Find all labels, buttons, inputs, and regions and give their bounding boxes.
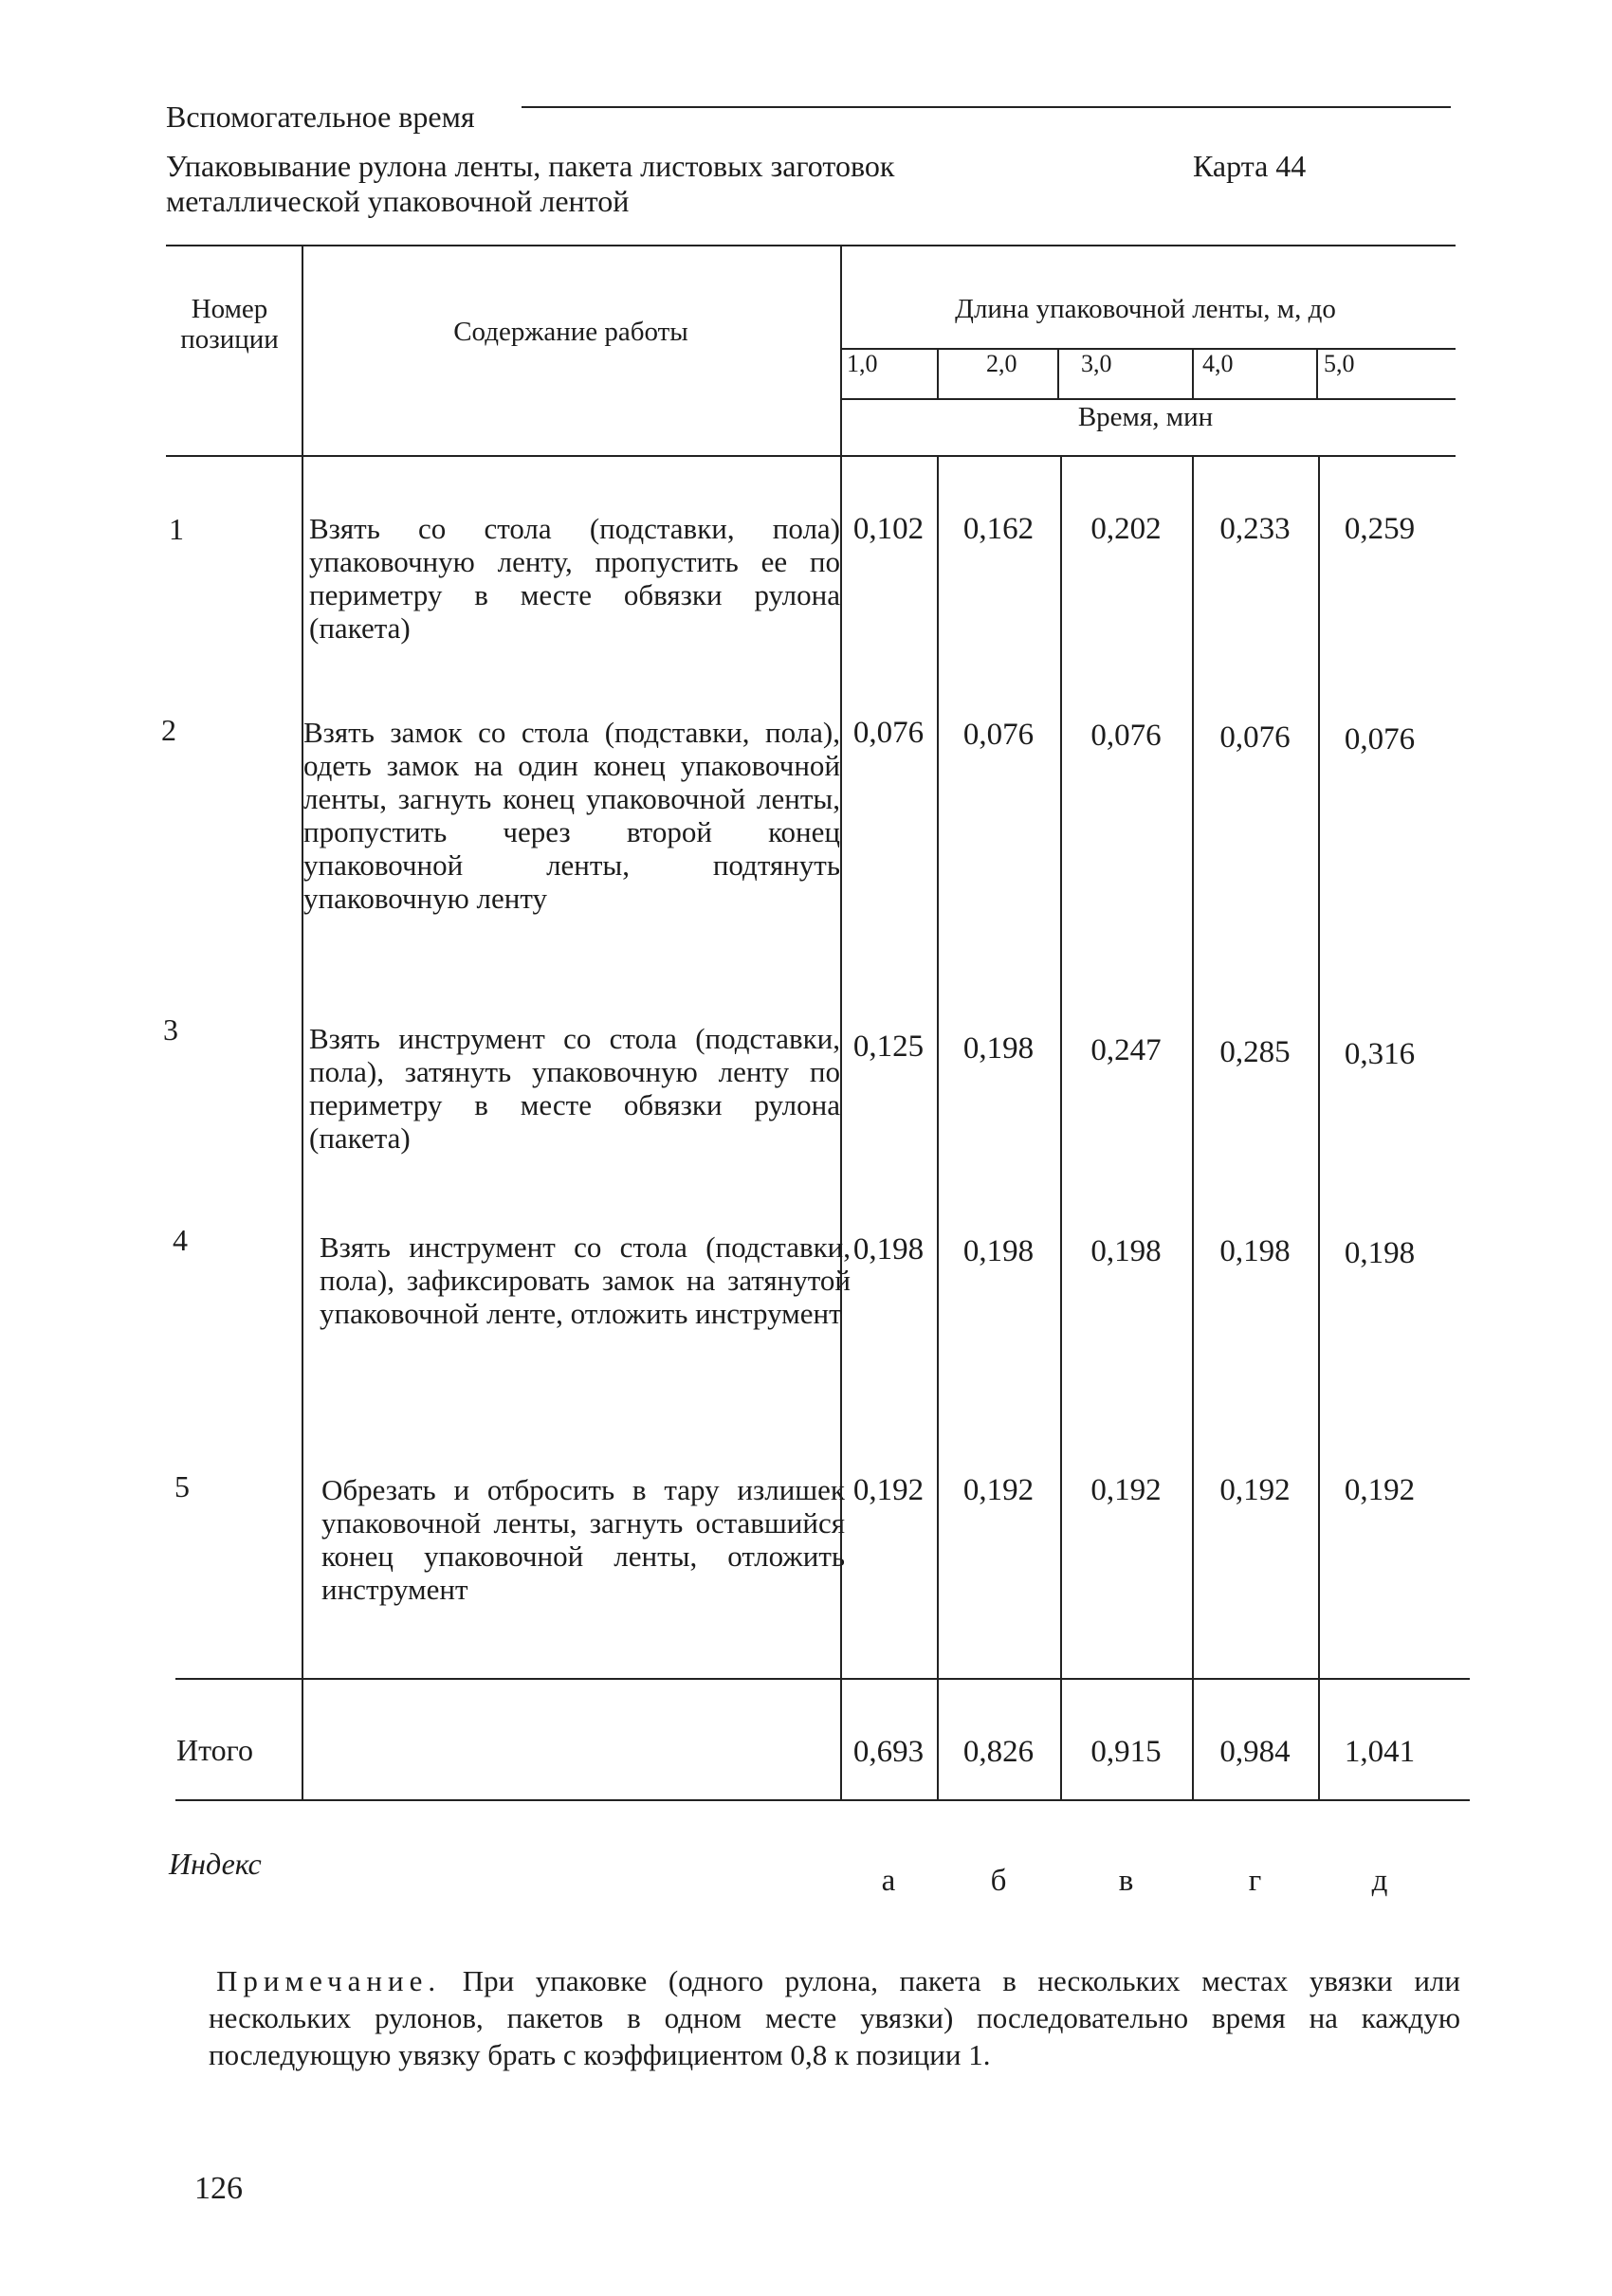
time-value: 0,192 bbox=[1090, 1473, 1162, 1507]
col-divider-3-body bbox=[1060, 455, 1062, 1799]
time-value: 0,198 bbox=[1090, 1234, 1162, 1268]
time-value: 0,076 bbox=[852, 716, 925, 750]
footnote-lead: Примечание. bbox=[216, 1964, 442, 1997]
time-value: 0,198 bbox=[1219, 1234, 1291, 1268]
col-divider-5 bbox=[1316, 348, 1318, 398]
position-number: 3 bbox=[163, 1012, 178, 1047]
index-letter: г bbox=[1248, 1864, 1262, 1898]
total-value: 0,693 bbox=[852, 1735, 925, 1769]
length-column-1: 1,0 bbox=[847, 350, 878, 377]
time-value: 0,192 bbox=[852, 1473, 925, 1507]
time-unit-header: Время, мин bbox=[1077, 402, 1214, 432]
time-value: 0,125 bbox=[852, 1030, 925, 1064]
length-column-5: 5,0 bbox=[1324, 350, 1355, 377]
length-column-2: 2,0 bbox=[986, 350, 1017, 377]
col-divider-2 bbox=[937, 348, 939, 398]
time-value: 0,192 bbox=[962, 1473, 1035, 1507]
length-column-3: 3,0 bbox=[1081, 350, 1112, 377]
time-value: 0,076 bbox=[1344, 722, 1416, 756]
index-letter: б bbox=[990, 1864, 1007, 1898]
work-content: Взять инструмент со стола (подставки, пола), затянуть упаковочную ленту по периметру в месте обвязки рулона (пакета) bbox=[309, 1022, 840, 1155]
time-value: 0,247 bbox=[1090, 1033, 1162, 1067]
unit-rule bbox=[840, 398, 1456, 400]
position-number: 1 bbox=[169, 512, 184, 546]
time-value: 0,259 bbox=[1344, 512, 1416, 546]
col-divider-4-body bbox=[1192, 455, 1194, 1799]
footnote-text: При упаковке (одного рулона, пакета в нескольких местах увязки или нескольких рулонов, пакетов в одном месте увязки) последовательно время на каждую последующую увязку брать с коэффициентом 0,8 к позиции 1. bbox=[209, 1964, 1460, 2071]
time-value: 0,076 bbox=[1219, 720, 1291, 755]
position-col-divider bbox=[302, 245, 303, 1799]
total-value: 0,984 bbox=[1219, 1735, 1291, 1769]
total-value: 0,826 bbox=[962, 1735, 1035, 1769]
col-divider-5-body bbox=[1318, 455, 1320, 1799]
card-number: Карта 44 bbox=[1193, 149, 1307, 183]
col-divider-4 bbox=[1192, 348, 1194, 398]
time-value: 0,102 bbox=[852, 512, 925, 546]
col-divider-2-body bbox=[937, 455, 939, 1799]
total-label: Итого bbox=[176, 1733, 253, 1767]
col-divider-3 bbox=[1057, 348, 1059, 398]
card-title-line1: Упаковывание рулона ленты, пакета листовых заготовок bbox=[166, 149, 895, 183]
time-value: 0,192 bbox=[1219, 1473, 1291, 1507]
work-content: Обрезать и отбросить в тару излишек упаковочной ленты, загнуть оставшийся конец упаковочной ленты, отложить инструмент bbox=[321, 1473, 845, 1606]
index-letter: в bbox=[1118, 1864, 1134, 1898]
section-label: Вспомогательное время bbox=[166, 100, 475, 134]
index-letter: д bbox=[1371, 1864, 1388, 1898]
time-value: 0,233 bbox=[1219, 512, 1291, 546]
time-value: 0,198 bbox=[962, 1031, 1035, 1066]
time-value: 0,162 bbox=[962, 512, 1035, 546]
work-column-header: Содержание работы bbox=[453, 317, 688, 347]
total-bottom-rule bbox=[175, 1799, 1470, 1801]
card-title-line2: металлической упаковочной лентой bbox=[166, 184, 630, 218]
header-bottom-rule bbox=[166, 455, 1456, 457]
page-number: 126 bbox=[194, 2171, 243, 2206]
time-value: 0,285 bbox=[1219, 1035, 1291, 1069]
index-label: Индекс bbox=[169, 1847, 262, 1881]
position-number: 5 bbox=[174, 1469, 190, 1503]
time-value: 0,198 bbox=[1344, 1236, 1416, 1270]
time-value: 0,198 bbox=[852, 1232, 925, 1266]
time-value: 0,316 bbox=[1344, 1037, 1416, 1071]
footnote bbox=[209, 1962, 1460, 2073]
total-top-rule bbox=[175, 1678, 1470, 1680]
length-column-header: Длина упаковочной ленты, м, до bbox=[955, 294, 1336, 324]
time-value: 0,076 bbox=[962, 718, 1035, 752]
time-value: 0,192 bbox=[1344, 1473, 1416, 1507]
work-content: Взять со стола (подставки, пола) упаковочную ленту, пропустить ее по периметру в месте обвязки рулона (пакета) bbox=[309, 512, 840, 645]
table-top-rule bbox=[166, 245, 1456, 246]
position-number: 2 bbox=[161, 713, 176, 747]
time-value: 0,076 bbox=[1090, 719, 1162, 753]
subheader-rule bbox=[840, 348, 1456, 350]
position-column-header: Номер позиции bbox=[180, 294, 279, 355]
position-number: 4 bbox=[173, 1223, 188, 1257]
work-content: Взять замок со стола (подставки, пола), одеть замок на один конец упаковочной ленты, загнуть конец упаковочной ленты, пропустить через второй конец упаковочной ленты, подтянуть упаковочную ленту bbox=[303, 716, 840, 915]
time-value: 0,198 bbox=[962, 1234, 1035, 1268]
total-value: 1,041 bbox=[1344, 1735, 1416, 1769]
length-column-4: 4,0 bbox=[1202, 350, 1234, 377]
work-content: Взять инструмент со стола (подставки, пола), зафиксировать замок на затянутой упаковочной ленте, отложить инструмент bbox=[320, 1230, 851, 1330]
index-letter: а bbox=[881, 1864, 896, 1898]
header-rule bbox=[522, 106, 1451, 108]
total-value: 0,915 bbox=[1090, 1735, 1162, 1769]
time-value: 0,202 bbox=[1090, 512, 1162, 546]
